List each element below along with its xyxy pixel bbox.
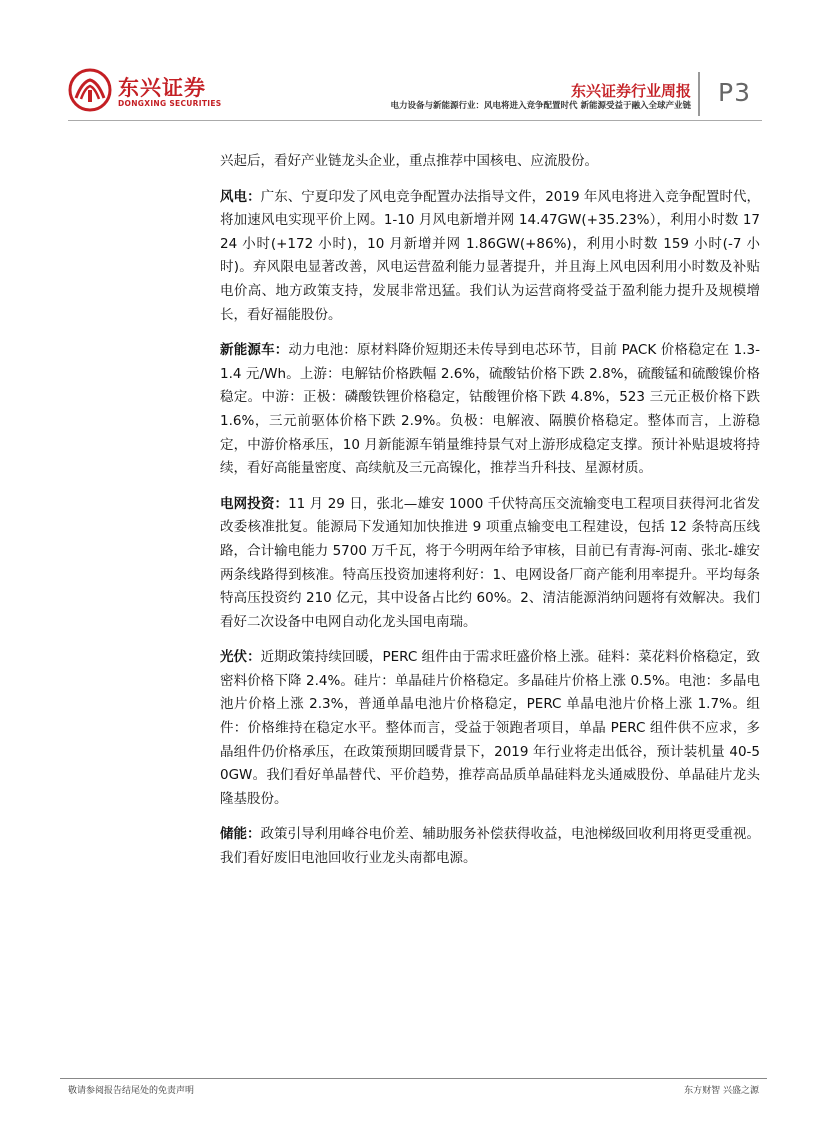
section-heading-wind: 风电： [220,188,261,205]
paragraph-nev [220,339,760,481]
logo-mark-icon [68,68,112,112]
report-title: 东兴证券行业周报 [570,82,691,100]
paragraph-storage [220,823,760,870]
footer-disclaimer: 敬请参阅报告结尾处的免责声明 [68,1086,195,1096]
section-heading-pv: 光伏： [220,649,261,666]
paragraph-nuclear-tail: 兴起后，看好产业链龙头企业，重点推荐中国核电、应流股份。 [220,153,598,169]
paragraph-pv [220,646,760,811]
logo-text-cn: 东兴证券 [118,76,206,100]
footer-rule [60,1078,767,1079]
footer-slogan: 东方财智 兴盛之源 [684,1086,759,1096]
paragraph-text: 政策引导利用峰谷电价差、辅助服务补偿获得收益，电池梯级回收利用将更受重视。我们看好废旧电池回收行业龙头南都电源。 [220,826,760,867]
paragraph-text: 广东、宁夏印发了风电竞争配置办法指导文件，2019 年风电将进入竞争配置时代，将加速风电实现平价上网。1-10 月风电新增并网 14.47GW(+35.23%），利用小时数 1724 小时(+172 小时)，10 月新增并网 1.86GW(+86%)，利用小时数 159 小时(-7 小时)。弃风限电显著改善，风电运营盈利能力显著提升，并且海上风电因利用小时数及补贴电价高、地方政策支持，发展非常迅猛。我们认为运营商将受益于盈利能力提升及规模增长，看好福能股份。 [220,188,761,323]
report-body [220,150,760,883]
section-heading-grid: 电网投资： [220,495,289,512]
section-heading-storage: 储能： [220,826,261,843]
page-header [0,0,827,130]
paragraph-wind [220,186,760,328]
paragraph-text: 近期政策持续回暖，PERC 组件由于需求旺盛价格上涨。硅料：菜花料价格稳定，致密料价格下降 2.4%。硅片：单晶硅片价格稳定。多晶硅片价格上涨 0.5%。电池：多晶电池片价格上涨 2.3%，普通单晶电池片价格稳定，PERC 单晶电池片价格上涨 1.7%。组件：价格维持在稳定水平。整体而言，受益于领跑者项目，单晶 PERC 组件供不应求，多晶组件仍价格承压，在政策预期回暖背景下，2019 年行业将走出低谷，预计装机量 40-50GW。我们看好单晶替代、平价趋势，推荐高品质单晶硅料龙头通威股份、单晶硅片龙头隆基股份。 [220,649,760,807]
paragraph-text: 动力电池：原材料降价短期还未传导到电芯环节，目前 PACK 价格稳定在 1.3-1.4 元/Wh。上游：电解钴价格跌幅 2.6%，硫酸钴价格下跌 2.8%，硫酸锰和硫酸镍价格稳定。中游：正极：磷酸铁锂价格稳定，钴酸锂价格下跌 4.8%，523 三元正极价格下跌 1.6%，三元前驱体价格下跌 2.9%。负极：电解液、隔膜价格稳定。整体而言，上游稳定，中游价格承压，10 月新能源车销量维持景气对上游形成稳定支撑。预计补贴退坡将持续，看好高能量密度、高续航及三元高镍化，推荐当升科技、星源材质。 [220,342,760,477]
company-logo [68,68,222,112]
logo-text-en: DONGXING SECURITIES [118,99,222,108]
section-heading-nev: 新能源车： [220,342,289,359]
report-subtitle: 电力设备与新能源行业：风电将进入竞争配置时代 新能源受益于融入全球产业链 [390,101,691,111]
header-rule [68,120,762,121]
paragraph-text: 11 月 29 日，张北—雄安 1000 千伏特高压交流输变电工程项目获得河北省发改委核准批复。能源局下发通知加快推进 9 项重点输变电工程建设，包括 12 条特高压线路，合计输电能力 5700 万千瓦，将于今明两年给予审核，目前已有青海-河南、张北-雄安两条线路得到核准。特高压投资加速将利好：1、电网设备厂商产能利用率提升。平均每条特高压投资约 210 亿元，其中设备占比约 60%。2、清洁能源消纳问题将有效解决。我们看好二次设备中电网自动化龙头国电南瑞。 [220,495,761,630]
paragraph-grid [220,493,760,635]
page-number: P3 [718,78,751,107]
header-divider [698,72,700,116]
